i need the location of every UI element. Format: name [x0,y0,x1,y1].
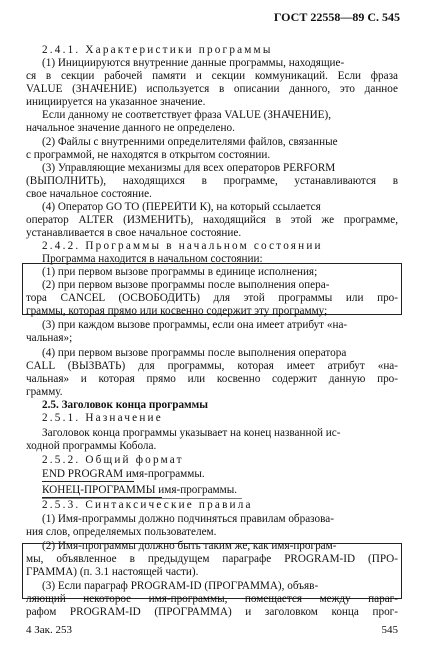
page-number: 545 [381,624,398,636]
text-line: (3) Если параграф PROGRAM-ID (ПРОГРАММА), объяв- [42,580,319,592]
text-line: (2) при первом вызове программы после выполнения опера- [42,279,330,291]
text-line: ния слов, определяемых пользователем. [26,526,217,538]
text-line: ся в секции рабочей памяти и секции коммуникаций. Если фраза [26,70,398,82]
text-line: (1) Инициируются внутренние данные программы, находящие- [42,57,345,69]
underline [42,481,134,482]
text-line: устанавливается в свое начальное состояние. [26,227,242,239]
text-line: ходной программы Кобола. [26,440,157,452]
text-line: мы, объявленное в предыдущем параграфе PROGRAM-ID (ПРО- [26,553,398,565]
text-line: тора CANCEL (ОСВОБОДИТЬ) для этой программы или про- [26,292,398,304]
text-line: (2) Файлы с внутренними определителями файлов, связанные [42,136,338,148]
text-line: (2) Имя-программы должно быть таким же, как имя-програм- [42,540,337,552]
footer-note: 4 Зак. 253 [26,624,72,636]
section-heading: 2.5.3. Синтаксические правила [42,499,253,511]
text-line: (3) при каждом вызове программы, если она имеет атрибут «на- [42,319,348,331]
text-line: свое начальное состояние. [26,188,152,200]
text-line: (4) Оператор GO TO (ПЕРЕЙТИ К), на который ссылается [42,201,321,213]
text-line: Если данному не соответствует фраза VALUE (ЗНАЧЕНИЕ), [42,109,332,121]
text-line: (ВЫПОЛНИТЬ), находящихся в программе, устанавливаются в [26,175,398,187]
section-heading: 2.5.1. Назначение [42,412,163,424]
text-line: инициируется на указанное значение. [26,96,206,108]
section-heading: 2.4.1. Характеристики программы [42,44,273,56]
text-line: (4) при первом вызове программы после выполнения оператора [42,347,347,359]
text-line: CALL (ВЫЗВАТЬ) для программы, которая имеет атрибут «на- [26,360,398,372]
page-header: ГОСТ 22558—89 С. 545 [273,10,400,24]
text-line: начальное значение данного не определено. [26,122,235,134]
section-heading: 2.5. Заголовок конца программы [42,399,209,411]
text-line: с программой, не находятся в открытом состоянии. [26,149,271,161]
text-line: (3) Управляющие механизмы для всех операторов PERFORM [42,162,336,174]
text-line: оператор ALTER (ИЗМЕНИТЬ), находящийся в этой же программе, [26,214,398,226]
text-line: VALUE (ЗНАЧЕНИЕ) используется в описании данного, это данное [26,83,398,95]
format-line: END PROGRAM имя-программы. [42,468,205,480]
overline [42,498,242,499]
text-line: Программа находится в начальном состоянии: [42,253,263,265]
section-heading: 2.5.2. Общий формат [42,454,184,466]
text-line: (1) при первом вызове программы в единице исполнения; [42,266,318,278]
text-line: Заголовок конца программы указывает на конец названной ис- [42,427,341,439]
text-line: ГРАММА) (п. 3.1 настоящей части). [26,566,199,578]
text-line: граммы, которая прямо или косвенно содержит эту программу; [26,305,328,317]
text-line: (1) Имя-программы должно подчиняться правилам образова- [42,513,334,525]
text-line: рафом PROGRAM-ID (ПРОГРАММА) и заголовком конца прог- [26,606,398,618]
text-line: грамму. [26,386,63,398]
section-heading: 2.4.2. Программы в начальном состоянии [42,240,323,252]
text-line: чальная» и которая прямо или косвенно содержит данную про- [26,373,398,385]
text-line: ляющий некоторое имя-программы, помещается между параг- [26,593,398,605]
text-line: чальная»; [26,332,73,344]
format-line: КОНЕЦ-ПРОГРАММЫ имя-программы. [42,484,238,496]
